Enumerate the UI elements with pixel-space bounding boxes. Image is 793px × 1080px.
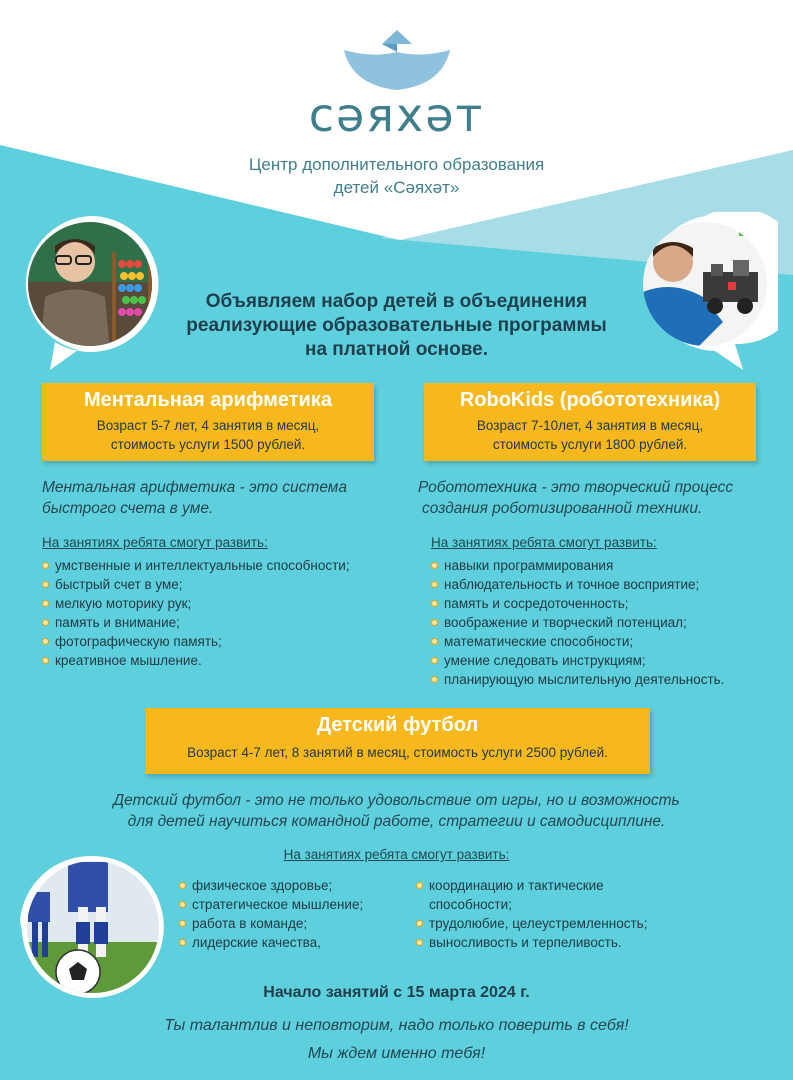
- list-item: умение следовать инструкциям;: [431, 651, 781, 670]
- headline-line1: Объявляем набор детей в объединения: [205, 291, 588, 312]
- football-banner: [145, 708, 650, 774]
- mental-arithmetic-info-line1: Возраст 5-7 лет, 4 занятия в месяц,: [96, 418, 320, 433]
- football-skills-col2: [416, 876, 716, 952]
- football-skills-col1: [179, 876, 409, 952]
- football-photo: [18, 852, 168, 1002]
- boat-logo-icon: [342, 30, 452, 92]
- mental-arithmetic-skills-heading: На занятиях ребята смогут развить:: [42, 535, 268, 550]
- list-item-line: координацию и тактические: [429, 878, 604, 893]
- brand-subtitle-line2: детей «Сәяхәт»: [333, 178, 460, 197]
- robokids-banner: [424, 383, 756, 461]
- mental-arithmetic-desc-line2: быстрого счета в уме.: [42, 500, 214, 517]
- mental-arithmetic-desc-line1: Ментальная арифметика - это система: [42, 479, 348, 496]
- list-item: креативное мышление.: [42, 651, 402, 670]
- list-item-line: способности;: [429, 897, 512, 912]
- mental-arithmetic-description: [42, 477, 402, 519]
- mental-arithmetic-banner: [42, 383, 374, 461]
- list-item: память и внимание;: [42, 613, 402, 632]
- football-desc-line2: для детей научиться командной работе, стратегии и самодисциплине.: [127, 813, 666, 830]
- list-item: навыки программирования: [431, 556, 781, 575]
- list-item: фотографическую память;: [42, 632, 402, 651]
- robokids-desc-line2: создания роботизированной техники.: [422, 500, 703, 517]
- list-item: трудолюбие, целеустремленность;: [416, 914, 716, 933]
- list-item: [416, 876, 716, 914]
- football-description: [0, 790, 793, 832]
- headline-line3: на платной основе.: [304, 339, 489, 360]
- list-item: математические способности;: [431, 632, 781, 651]
- football-desc-line1: Детский футбол - это не только удовольствие от игры, но и возможность: [113, 792, 680, 809]
- list-item: умственные и интеллектуальные способности;: [42, 556, 402, 575]
- mental-arithmetic-title: Ментальная арифметика: [84, 389, 332, 411]
- list-item: воображение и творческий потенциал;: [431, 613, 781, 632]
- list-item: работа в команде;: [179, 914, 409, 933]
- headline-line2: реализующие образовательные программы: [186, 315, 607, 336]
- list-item: планирующую мыслительную деятельность.: [431, 670, 781, 689]
- robokids-title: RoboKids (робототехника): [459, 389, 721, 411]
- football-info: Возраст 4-7 лет, 8 занятий в месяц, стоимость услуги 2500 рублей.: [187, 745, 608, 760]
- robokids-info-line1: Возраст 7-10лет, 4 занятия в месяц,: [476, 418, 704, 433]
- start-date: Начало занятий с 15 марта 2024 г.: [263, 984, 530, 1001]
- list-item: мелкую моторику рук;: [42, 594, 402, 613]
- list-item: физическое здоровье;: [179, 876, 409, 895]
- robokids-skills-heading: На занятиях ребята смогут развить:: [431, 535, 657, 550]
- list-item: лидерские качества,: [179, 933, 409, 952]
- list-item: быстрый счет в уме;: [42, 575, 402, 594]
- list-item: наблюдательность и точное восприятие;: [431, 575, 781, 594]
- robokids-info-line2: стоимость услуги 1800 рублей.: [492, 437, 688, 452]
- slogan-line2: Мы ждем именно тебя!: [307, 1045, 486, 1062]
- brand-subtitle-line1: Центр дополнительного образования: [248, 155, 545, 174]
- robokids-description: [418, 477, 778, 519]
- list-item: выносливость и терпеливость.: [416, 933, 716, 952]
- mental-arithmetic-skills-list: [42, 556, 402, 670]
- list-item: стратегическое мышление;: [179, 895, 409, 914]
- list-item: память и сосредоточенность;: [431, 594, 781, 613]
- mental-arithmetic-info-line2: стоимость услуги 1500 рублей.: [110, 437, 306, 452]
- football-skills-heading: На занятиях ребята смогут развить:: [283, 847, 510, 862]
- football-title: Детский футбол: [316, 714, 479, 736]
- slogan-line1: Ты талантлив и неповторим, надо только поверить в себя!: [164, 1017, 629, 1034]
- brand-name: сәяхәт: [308, 88, 485, 142]
- robokids-desc-line1: Робототехника - это творческий процесс: [418, 479, 734, 496]
- robokids-skills-list: [431, 556, 781, 689]
